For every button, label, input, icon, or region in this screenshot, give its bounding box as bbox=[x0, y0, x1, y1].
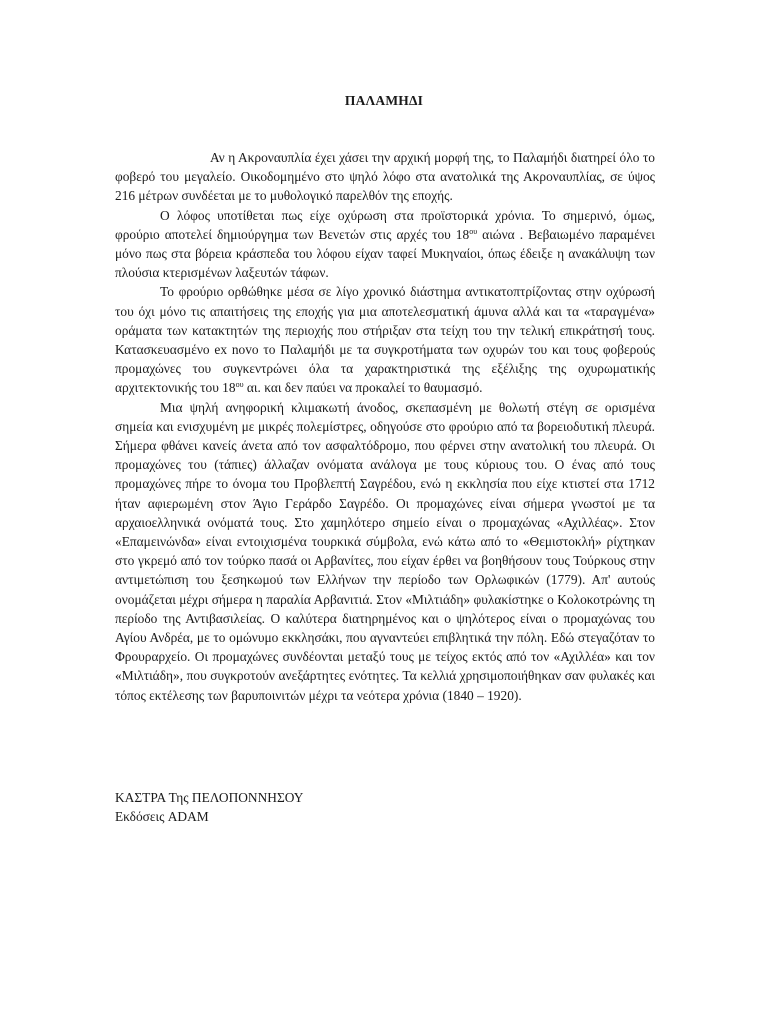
paragraph-history-text-b: αιώνα . Βεβαιωμένο παραμένει μόνο πως στα βόρεια κράσπεδα του λόφου είχαν ταφεί Μυκηναίοι, όπως έδειξε η ανακάλυψη των πλούσια κτερισμένων λαξευτών τάφων. bbox=[115, 226, 655, 281]
century-superscript: ου bbox=[469, 226, 478, 236]
source-publisher: Εκδόσεις ADAM bbox=[115, 809, 209, 824]
century-superscript: ου bbox=[235, 380, 244, 390]
paragraph-intro: Αν η Ακροναυπλία έχει χάσει την αρχική μορφή της, το Παλαμήδι διατηρεί όλο το φοβερό του μεγαλείο. Οικοδομημένο στο ψηλό λόφο στα ανατολικά της Ακροναυπλίας, σε ύψος 216 μέτρων συνδέεται με το μυθολογικό παρελθόν της εποχής. bbox=[115, 150, 655, 204]
document-body bbox=[115, 148, 655, 705]
paragraph-history bbox=[115, 206, 655, 283]
paragraph-bastions: Μια ψηλή ανηφορική κλιμακωτή άνοδος, σκεπασμένη με θολωτή στέγη σε ορισμένα σημεία και ενισχυμένη με μικρές πολεμίστρες, οδηγούσε στο φρούριο από τα βορειοδυτική πλευρά. Σήμερα φθάνει κανείς άνετα από τον ασφαλτόδρομο, που φέρνει στην ανατολική του πλευρά. Οι προμαχώνες του (τάπιες) άλλαζαν ονόματα ανάλογα με τους κύριους του. Ο ένας από τους προμαχώνες πήρε το όνομα του Προβλεπτή Σαγρέδου, ενώ η εκκλησία που είχε κτιστεί στα 1712 ήταν αφιερωμένη στον Άγιο Γεράρδο Σαγρέδο. Οι προμαχώνες είναι σήμερα γνωστοί με τα αρχαιοελληνικά ονόματά τους. Στο χαμηλότερο σημείο είναι ο προμαχώνας «Αχιλλέας». Στον «Επαμεινώνδα» είναι εντοιχισμένα τουρκικά σύμβολα, ενώ κάτω από το «Θεμιστοκλή» ρίχτηκαν στο γκρεμό από τον τούρκο πασά οι Αρβανίτες, που είχαν έρθει να βοηθήσουν τους Τούρκους στην αντιμετώπιση του ξεσηκωμού των Ελλήνων την περίοδο των Ορλωφικών (1779). Απ' αυτούς ονομάζεται μέχρι σήμερα η παραλία Αρβανιτιά. Στον «Μιλτιάδη» φυλακίστηκε ο Κολοκοτρώνης τη περίοδο της Αντιβασιλείας. Ο καλύτερα διατηρημένος και ο ψηλότερος είναι ο προμαχώνας του Αγίου Ανδρέα, με το ομώνυμο εκκλησάκι, που αγναντεύει επιβλητικά την πόλη. Εδώ στεγαζόταν το Φρουραρχείο. Οι προμαχώνες συνδέονται μεταξύ τους με τείχος εκτός από τον «Αχιλλέα» και τον «Μιλτιάδη», που συγκροτούν ανεξάρτητες ενότητες. Τα κελλιά χρησιμοποιήθηκαν σαν φυλακές και τόπος εκτέλεσης των βαρυποινιτών μέχρι τα νεότερα χρόνια (1840 – 1920). bbox=[115, 399, 655, 703]
source-citation bbox=[115, 788, 303, 826]
document-title: ΠΑΛΑΜΗΔΙ bbox=[344, 93, 424, 108]
paragraph-fortress-text-b: αι. και δεν παύει να προκαλεί το θαυμασμό. bbox=[243, 380, 483, 396]
source-book-title: ΚΑΣΤΡΑ Της ΠΕΛΟΠΟΝΝΗΣΟΥ bbox=[115, 790, 304, 805]
paragraph-fortress bbox=[115, 282, 655, 397]
paragraph-fortress-text-a: Το φρούριο ορθώθηκε μέσα σε λίγο χρονικό διάστημα αντικατοπτρίζοντας στην οχύρωσή του όχι μόνο τις απαιτήσεις της εποχής για μια αποτελεσματική άμυνα αλλά και τα «ταραγμένα» οράματα των κατακτητών της περιοχής που στήριξαν στα τείχη του την τελική επικράτησή τους. Κατασκευασμένο ex novo το Παλαμήδι με τα συγκροτήματα των οχυρών του και τους φοβερούς προμαχώνες του συγκεντρώνει όλα τα χαρακτηριστικά της εξέλιξης της οχυρωματικής αρχιτεκτονικής του 18 bbox=[115, 284, 655, 396]
paragraph-history-text-a: Ο λόφος υποτίθεται πως είχε οχύρωση στα προϊστορικά χρόνια. Το σημερινό, όμως, φρούριο αποτελεί δημιούργημα των Βενετών στις αρχές του 18 bbox=[115, 207, 655, 242]
